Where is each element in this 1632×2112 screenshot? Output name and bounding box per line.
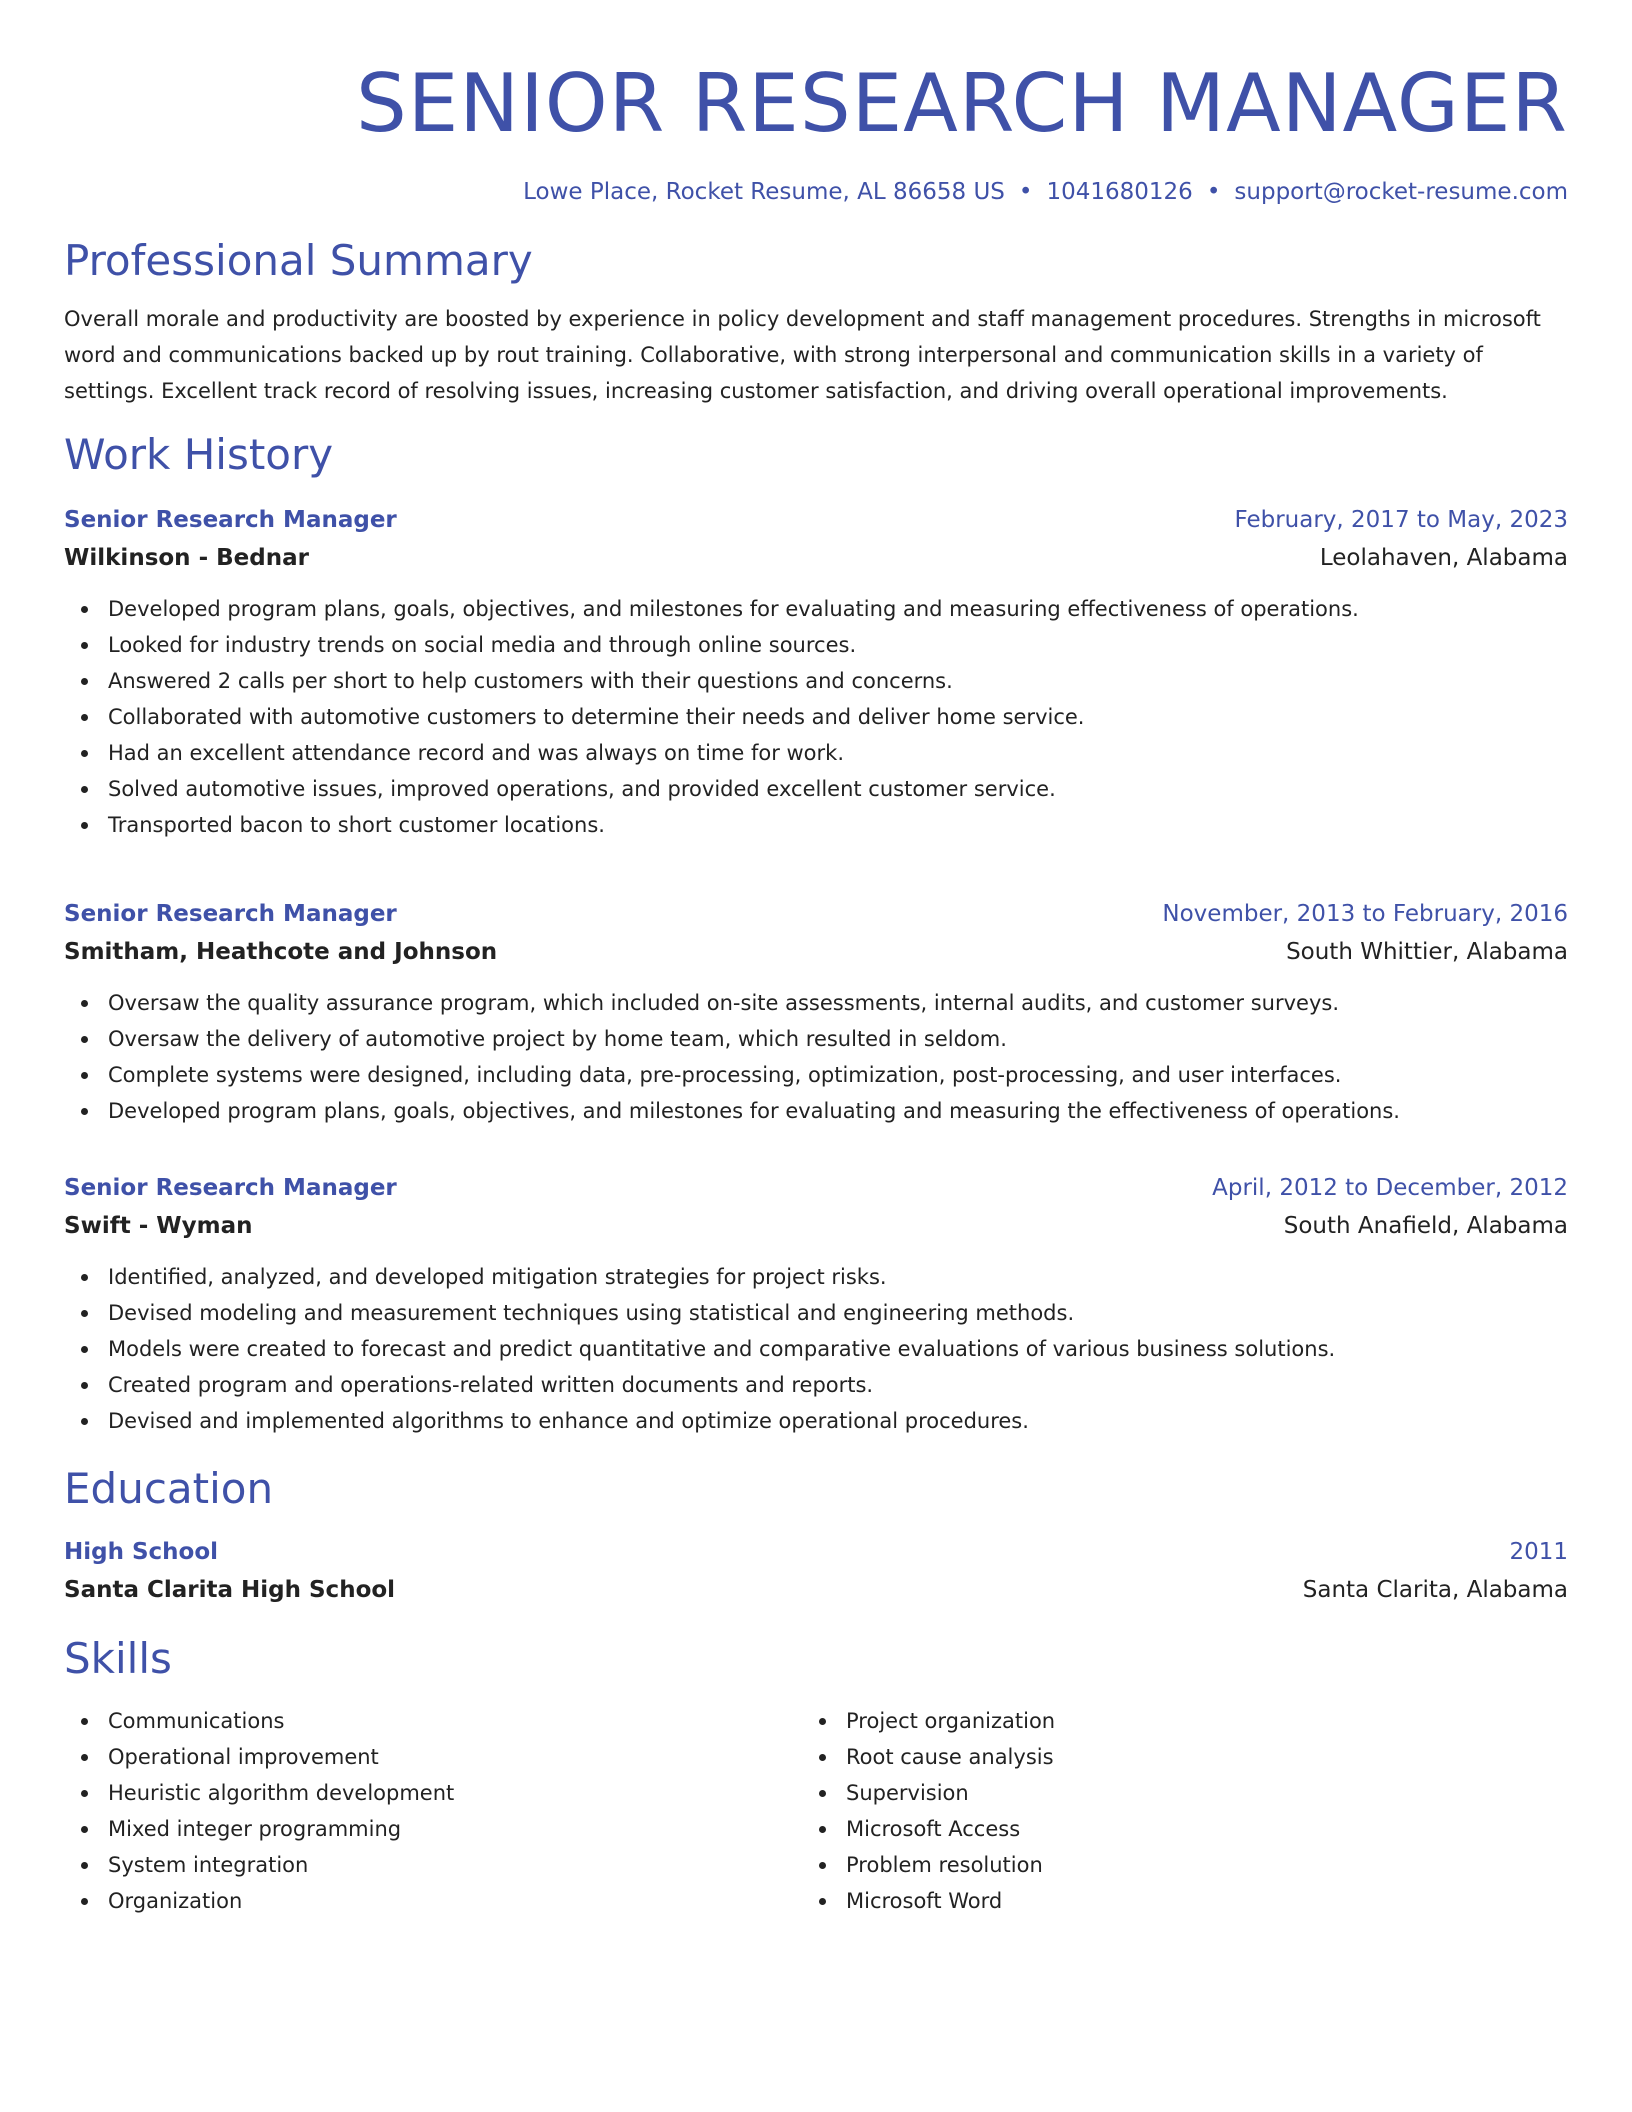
job-bullet: Developed program plans, goals, objectives, and milestones for evaluating and measuring effectiveness of operations.: [64, 591, 1568, 627]
job-location: South Anafield, Alabama: [1283, 1213, 1568, 1239]
education-degree: High School: [64, 1539, 219, 1565]
job-bullet: Solved automotive issues, improved operations, and provided excellent customer service.: [64, 771, 1568, 807]
skill-item: Problem resolution: [802, 1847, 1540, 1883]
job-company-row: [64, 933, 1568, 971]
job-spacer: [64, 843, 1568, 875]
skill-item: Mixed integer programming: [64, 1811, 802, 1847]
skill-item: Microsoft Word: [802, 1883, 1540, 1919]
job-bullet: Oversaw the quality assurance program, which included on-site assessments, internal audits, and customer surveys.: [64, 985, 1568, 1021]
contact-line: [64, 177, 1568, 207]
contact-email: support@rocket-resume.com: [1234, 179, 1568, 205]
job-bullet: Models were created to forecast and predict quantitative and comparative evaluations of various business solutions.: [64, 1331, 1568, 1367]
job-dates: November, 2013 to February, 2016: [1162, 901, 1568, 927]
resume-title: SENIOR RESEARCH MANAGER: [355, 57, 1568, 150]
job-bullet: Developed program plans, goals, objectives, and milestones for evaluating and measuring the effectiveness of operations.: [64, 1093, 1568, 1129]
skills-heading: Skills: [64, 1634, 172, 1683]
job-location: Leolahaven, Alabama: [1319, 545, 1568, 571]
skill-item: Organization: [64, 1883, 802, 1919]
job-location: South Whittier, Alabama: [1286, 939, 1568, 965]
work-history-heading: Work History: [64, 430, 334, 479]
education-year: 2011: [1509, 1539, 1568, 1565]
job-bullet: Transported bacon to short customer locations.: [64, 807, 1568, 843]
skill-item: Project organization: [802, 1703, 1540, 1739]
job-spacer: [64, 1129, 1568, 1149]
job-bullet: Created program and operations-related written documents and reports.: [64, 1367, 1568, 1403]
job-entry: [64, 895, 1568, 1129]
skill-item: Microsoft Access: [802, 1811, 1540, 1847]
contact-phone: 1041680126: [1046, 179, 1193, 205]
education-heading: Education: [64, 1464, 274, 1513]
job-bullet: Collaborated with automotive customers to determine their needs and deliver home service.: [64, 699, 1568, 735]
job-bullet: Answered 2 calls per short to help customers with their questions and concerns.: [64, 663, 1568, 699]
job-bullet: Devised and implemented algorithms to enhance and optimize operational procedures.: [64, 1403, 1568, 1439]
job-company-row: [64, 1207, 1568, 1245]
skill-item: Communications: [64, 1703, 802, 1739]
skills-column-left: [64, 1703, 802, 1919]
job-entry: [64, 1169, 1568, 1439]
job-title: Senior Research Manager: [64, 1175, 397, 1201]
job-bullet: Had an excellent attendance record and was always on time for work.: [64, 735, 1568, 771]
job-bullets: [64, 591, 1568, 843]
job-title-row: [64, 895, 1568, 933]
job-dates: February, 2017 to May, 2023: [1234, 507, 1568, 533]
education-school: Santa Clarita High School: [64, 1577, 396, 1603]
education-school-row: [64, 1571, 1568, 1609]
job-entry: [64, 501, 1568, 843]
skill-item: Heuristic algorithm development: [64, 1775, 802, 1811]
job-bullet: Complete systems were designed, including data, pre-processing, optimization, post-processing, and user interfaces.: [64, 1057, 1568, 1093]
contact-separator: •: [1018, 179, 1033, 205]
skill-item: System integration: [64, 1847, 802, 1883]
job-dates: April, 2012 to December, 2012: [1212, 1175, 1568, 1201]
skills-list: [64, 1703, 1568, 1919]
job-title: Senior Research Manager: [64, 901, 397, 927]
job-bullets: [64, 1259, 1568, 1439]
skills-column-right: [802, 1703, 1540, 1919]
job-bullet: Devised modeling and measurement techniques using statistical and engineering methods.: [64, 1295, 1568, 1331]
contact-separator: •: [1206, 179, 1221, 205]
skill-item: Operational improvement: [64, 1739, 802, 1775]
job-title-row: [64, 501, 1568, 539]
job-bullet: Oversaw the delivery of automotive project by home team, which resulted in seldom.: [64, 1021, 1568, 1057]
education-location: Santa Clarita, Alabama: [1302, 1577, 1568, 1603]
job-company: Wilkinson - Bednar: [64, 545, 309, 571]
summary-text: Overall morale and productivity are boosted by experience in policy development and staff management procedures. Strengths in microsoft word and communications backed up by rout training. Collaborative, with strong interpersonal and communication skills in a variety of settings. Excellent track record of resolving issues, increasing customer satisfaction, and driving overall operational improvements.: [64, 307, 1541, 403]
summary-heading: Professional Summary: [64, 236, 533, 285]
job-company: Smitham, Heathcote and Johnson: [64, 939, 498, 965]
job-bullet: Looked for industry trends on social media and through online sources.: [64, 627, 1568, 663]
job-title-row: [64, 1169, 1568, 1207]
contact-address: Lowe Place, Rocket Resume, AL 86658 US: [523, 179, 1005, 205]
skill-item: Root cause analysis: [802, 1739, 1540, 1775]
education-degree-row: [64, 1533, 1568, 1571]
skill-item: Supervision: [802, 1775, 1540, 1811]
job-bullets: [64, 985, 1568, 1129]
job-company-row: [64, 539, 1568, 577]
job-title: Senior Research Manager: [64, 507, 397, 533]
job-bullet: Identified, analyzed, and developed mitigation strategies for project risks.: [64, 1259, 1568, 1295]
education-entry: [64, 1533, 1568, 1609]
job-company: Swift - Wyman: [64, 1213, 253, 1239]
